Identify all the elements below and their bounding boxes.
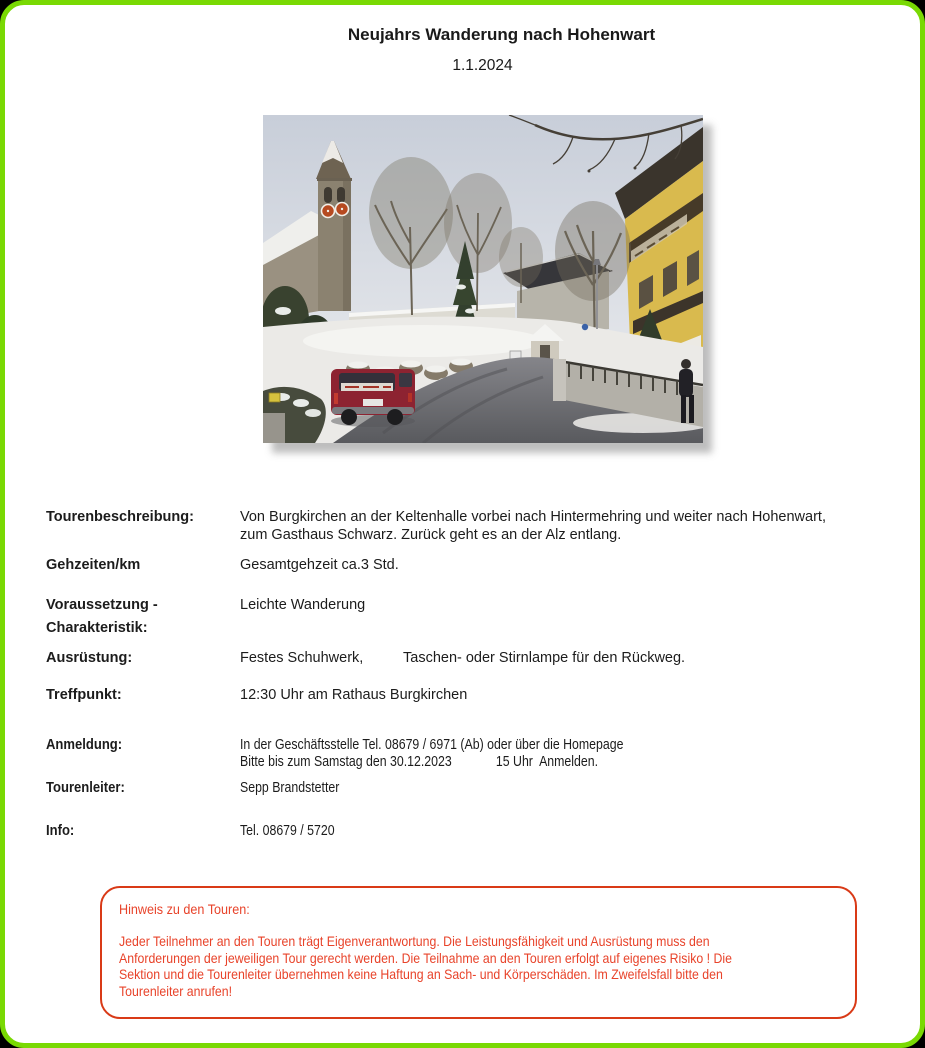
row-label-line2: Charakteristik: xyxy=(46,620,148,636)
page-title: Neujahrs Wanderung nach Hohenwart xyxy=(347,25,656,44)
row-label: Tourenbeschreibung: xyxy=(46,509,194,525)
row-label: Gehzeiten/km xyxy=(46,557,141,573)
row-value: Festes Schuhwerk, Taschen- oder Stirnlampe für den Rückweg. xyxy=(240,650,686,666)
row-label: Info: xyxy=(46,823,75,839)
row-value: In der Geschäftsstelle Tel. 08679 / 6971 (Ab) oder über die Homepage Bitte bis zum Samstag den 30.12.2023 15 Uhr Anmelden. xyxy=(240,737,624,770)
row-value: Gesamtgehzeit ca.3 Std. xyxy=(240,557,399,573)
row-label: Anmeldung: xyxy=(46,737,123,753)
row-value: Sepp Brandstetter xyxy=(240,780,340,796)
notice-box xyxy=(100,886,857,1019)
row-label-line1: Voraussetzung - xyxy=(46,597,158,613)
snow-slope xyxy=(303,325,543,357)
person-body xyxy=(679,369,693,397)
notice-body: Jeder Teilnehmer an den Touren trägt Eigenverantwortung. Die Leistungsfähigkeit und Ausrüstung muss den Anforderungen der jeweiligen Tour gerecht werden. Die Teilnahme an den Touren erfolgt auf eigenes Risiko ! Die Sektion und die Tourenleiter übernehmen keine Haftung an Sach- und Körperschäden. Im Zweifelsfall bitte den Tourenleiter anrufen! xyxy=(119,933,732,999)
row-value: 12:30 Uhr am Rathaus Burgkirchen xyxy=(240,687,468,703)
row-label: Ausrüstung: xyxy=(46,650,133,666)
row-label: Treffpunkt: xyxy=(46,687,122,703)
village-winter-scene xyxy=(263,115,703,443)
person-head xyxy=(681,359,691,369)
row-value: Von Burgkirchen an der Keltenhalle vorbei nach Hintermehring und weiter nach Hohenwart, zum Gasthaus Schwarz. Zurück geht es an der Alz entlang. xyxy=(240,509,826,543)
red-van xyxy=(331,369,415,427)
row-value: Leichte Wanderung xyxy=(240,597,366,613)
yellow-sign xyxy=(269,393,280,402)
tour-photo xyxy=(263,115,703,443)
tour-date: 1.1.2024 xyxy=(452,57,513,74)
row-value: Tel. 08679 / 5720 xyxy=(240,823,335,839)
row-label: Tourenleiter: xyxy=(46,780,125,796)
notice-heading: Hinweis zu den Touren: xyxy=(119,901,250,917)
